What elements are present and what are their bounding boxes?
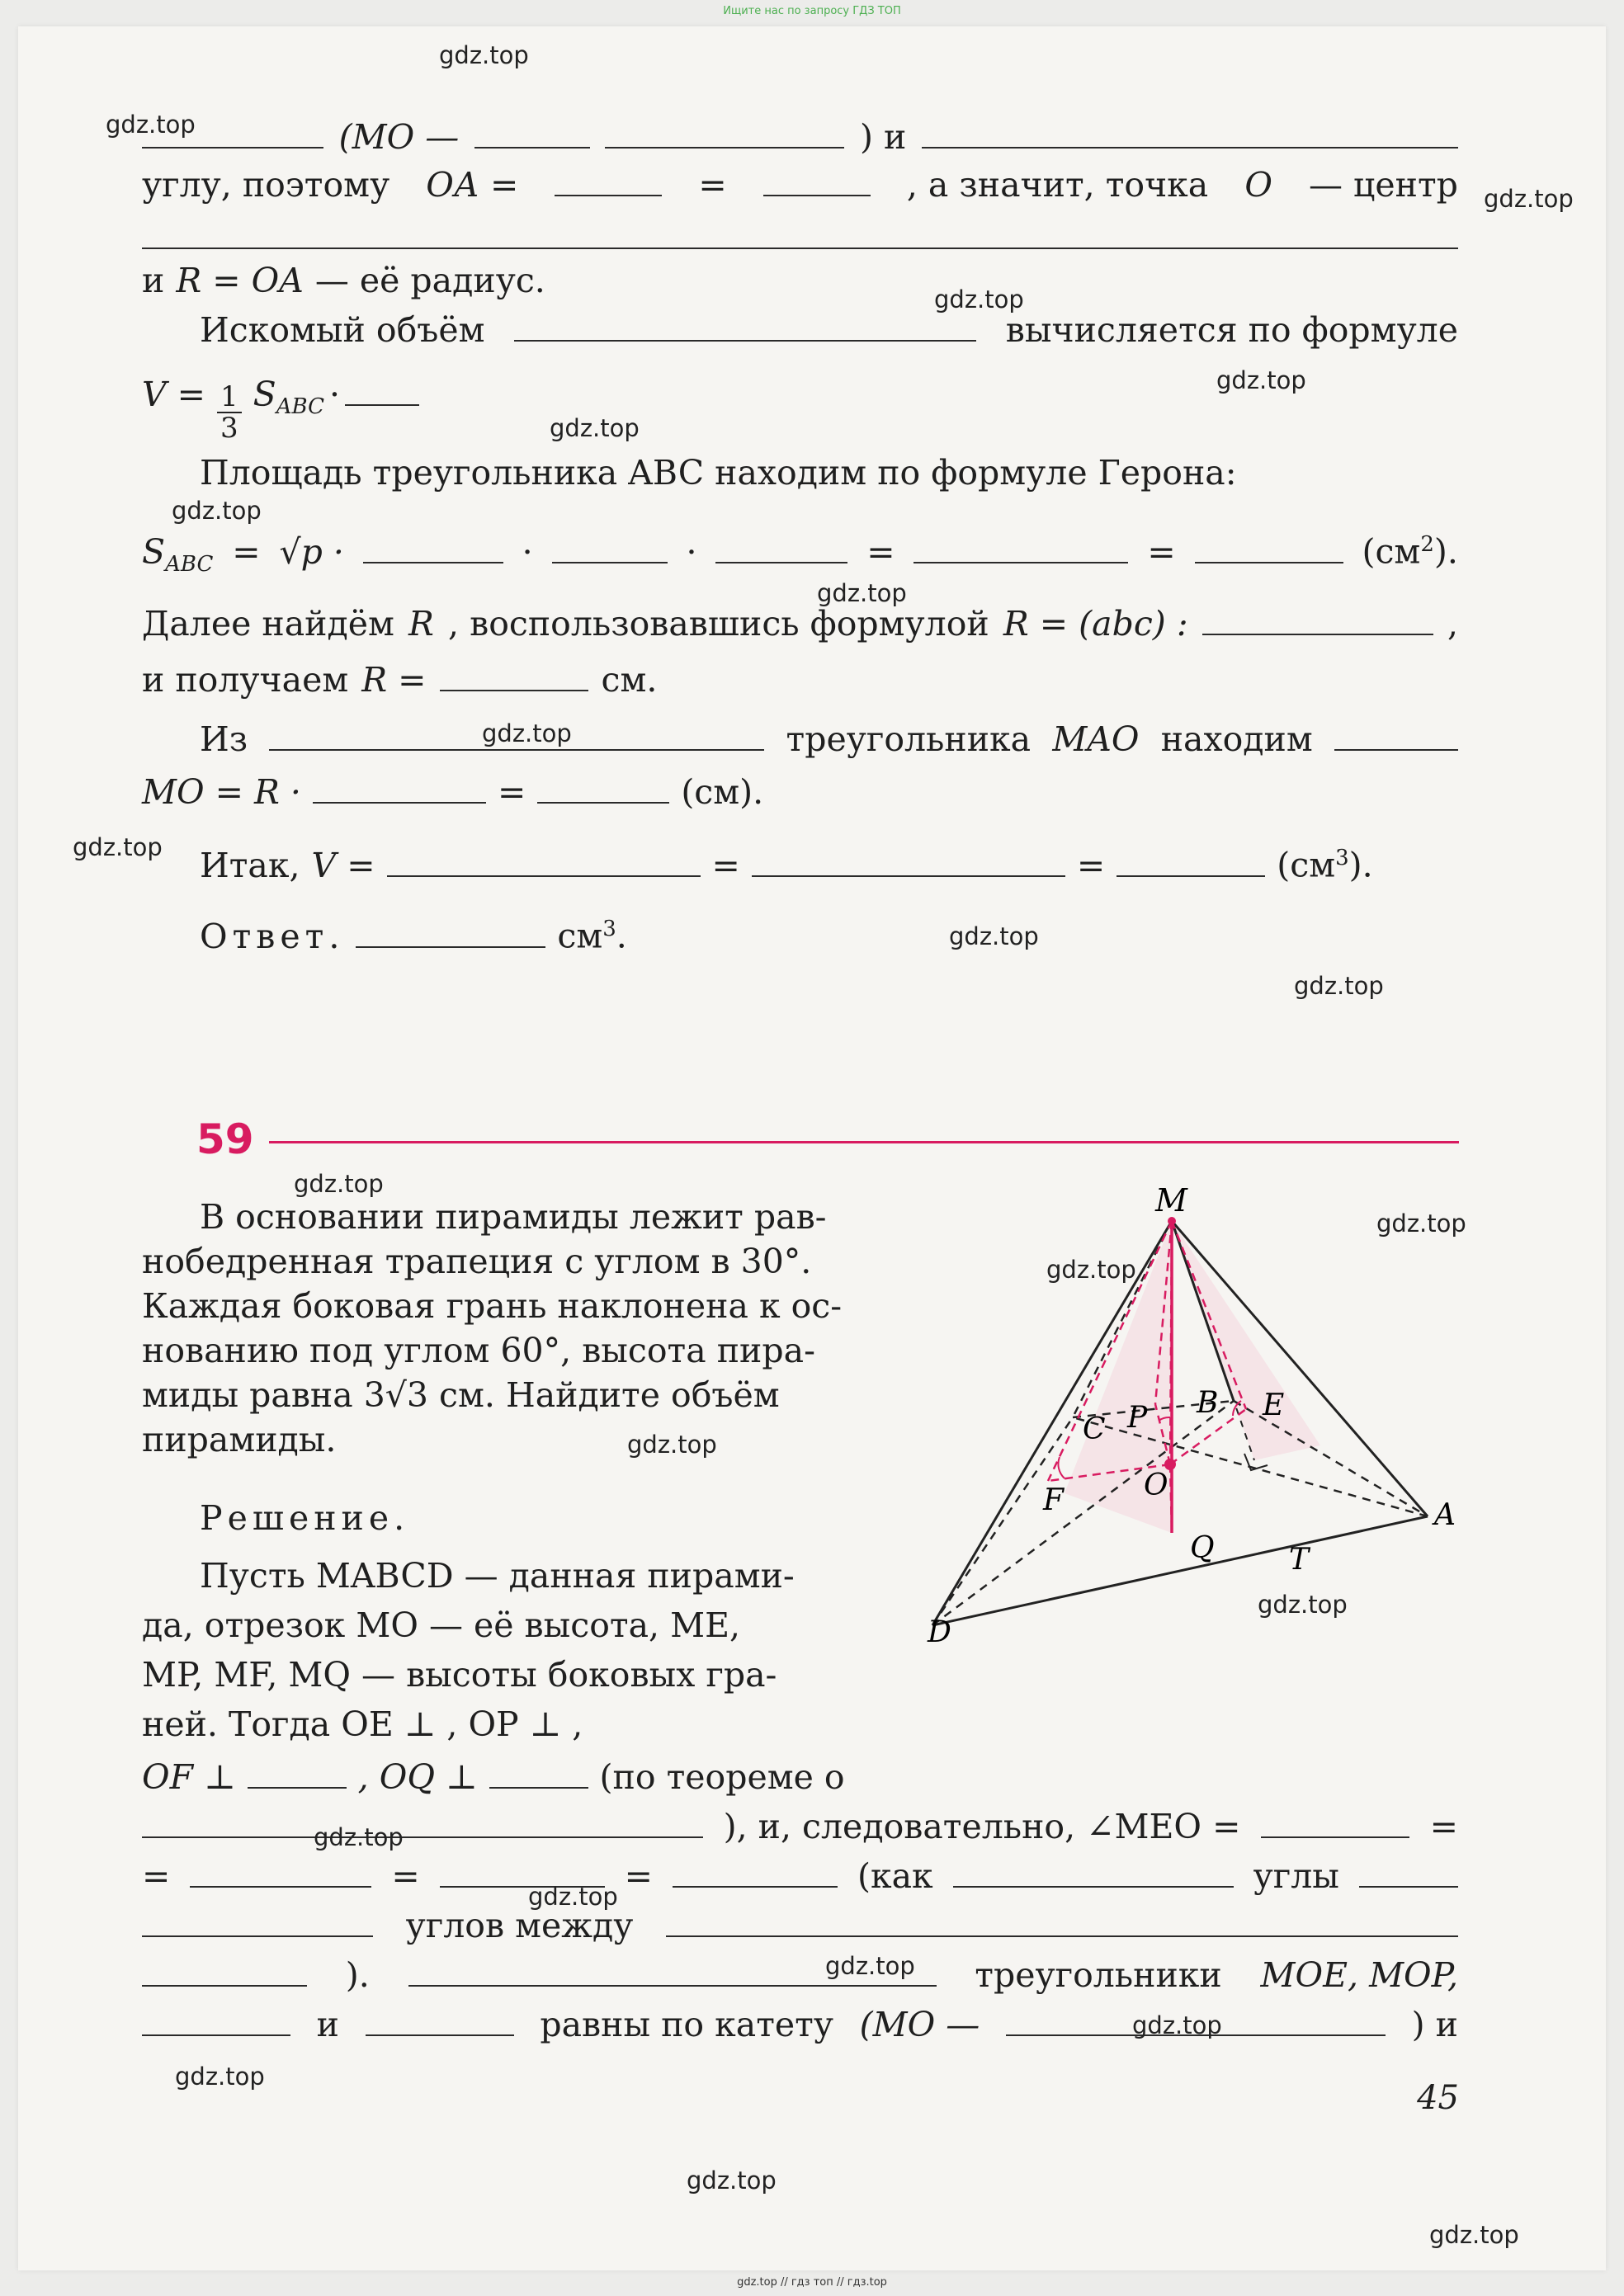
watermark: gdz.top	[627, 1431, 717, 1459]
text: , OQ ⊥	[357, 1757, 478, 1797]
watermark: gdz.top	[550, 414, 640, 442]
blank[interactable]	[440, 662, 588, 691]
text: и получаем	[142, 660, 349, 700]
watermark: gdz.top	[175, 2063, 265, 2091]
label-B: B	[1197, 1386, 1219, 1420]
text: треугольника	[786, 719, 1032, 759]
label-F: F	[1043, 1483, 1064, 1517]
text: =	[698, 165, 727, 205]
text: (MO —	[859, 2005, 980, 2044]
superscript: 3	[602, 917, 616, 941]
blank[interactable]	[763, 167, 871, 196]
fraction	[217, 382, 242, 443]
watermark: gdz.top	[1132, 2011, 1222, 2039]
watermark: gdz.top	[949, 922, 1039, 950]
text: MAO	[1052, 719, 1140, 759]
watermark: gdz.top	[1429, 2221, 1519, 2249]
watermark: gdz.top	[73, 833, 163, 861]
problem-statement	[142, 1195, 868, 1462]
page-number: 45	[1417, 2079, 1459, 2117]
problem-divider	[269, 1141, 1459, 1143]
text: ,	[1447, 604, 1458, 644]
label-O: O	[1144, 1469, 1168, 1502]
solution-text	[142, 1551, 868, 1749]
label-P: P	[1127, 1401, 1148, 1435]
text: и	[142, 261, 165, 300]
watermark: gdz.top	[1216, 366, 1306, 394]
answer-label: Ответ.	[200, 916, 345, 956]
edge-MA	[1172, 1221, 1428, 1516]
text: Искомый объём	[200, 310, 485, 350]
text: R =	[361, 660, 427, 700]
text: вычисляется по формуле	[1005, 310, 1458, 350]
solution-line: ней. Тогда OE ⊥ , OP ⊥ ,	[142, 1704, 583, 1744]
text: =	[391, 1856, 420, 1896]
numerator: 1	[217, 382, 242, 413]
sol58-line-9	[142, 657, 1458, 703]
blank[interactable]	[363, 534, 503, 563]
blank[interactable]	[248, 1759, 347, 1789]
sol58-line-4	[200, 307, 1458, 353]
text: углов между	[405, 1906, 634, 1945]
sol58-line-8	[142, 601, 1458, 647]
watermark: gdz.top	[817, 579, 907, 607]
top-banner: Ищите нас по запросу ГДЗ ТОП	[723, 5, 901, 17]
text: равны по катету	[540, 2005, 833, 2044]
text: Площадь треугольника ABC находим по формуле Герона:	[200, 453, 1237, 493]
watermark: gdz.top	[1294, 972, 1384, 1000]
text: =	[711, 845, 740, 885]
blank[interactable]	[555, 167, 662, 196]
blank[interactable]	[1116, 847, 1265, 877]
watermark: gdz.top	[314, 1823, 404, 1851]
watermark: gdz.top	[1258, 1591, 1348, 1619]
face-shade	[1172, 1221, 1320, 1460]
sol58-line-3	[142, 257, 1458, 304]
solution-line: MP, MF, MQ — высоты боковых гра-	[142, 1655, 777, 1695]
text: Из	[200, 719, 248, 759]
text: ·	[522, 531, 533, 572]
text: =	[624, 1856, 654, 1896]
statement-line: Каждая боковая грань наклонена к ос-	[142, 1286, 843, 1326]
text: =	[866, 531, 895, 572]
text: .	[616, 916, 627, 956]
blank[interactable]	[190, 1858, 371, 1888]
answer-blank[interactable]	[356, 918, 545, 948]
text: R	[408, 604, 434, 644]
text: ·	[329, 375, 341, 414]
sol59-line-7	[142, 1853, 1458, 1899]
text: =	[1147, 531, 1176, 572]
text: и	[316, 2005, 339, 2044]
text: углы	[1253, 1856, 1339, 1896]
blank[interactable]	[1359, 1858, 1458, 1888]
text: см.	[601, 660, 658, 700]
watermark: gdz.top	[294, 1170, 384, 1198]
text: , а значит, точка	[906, 165, 1209, 205]
solution-label: Решение.	[200, 1498, 410, 1538]
watermark: gdz.top	[934, 285, 1024, 314]
sol58-line-2	[142, 162, 1458, 208]
problem-number: 59	[196, 1115, 254, 1163]
angle-arc	[1058, 1457, 1065, 1478]
blank[interactable]	[715, 534, 847, 563]
sol59-line-8	[142, 1902, 1458, 1949]
blank[interactable]	[1195, 534, 1343, 563]
blank[interactable]	[953, 1858, 1234, 1888]
text: =	[497, 772, 526, 812]
watermark: gdz.top	[439, 41, 529, 69]
blank[interactable]	[605, 119, 844, 149]
rule-line	[142, 248, 1458, 249]
statement-line: пирамиды.	[142, 1420, 337, 1459]
watermark: gdz.top	[1484, 185, 1574, 213]
watermark: gdz.top	[1046, 1256, 1136, 1284]
blank[interactable]	[752, 847, 1065, 877]
text: R = (abc) :	[1003, 604, 1188, 644]
blank[interactable]	[922, 119, 1458, 149]
text: — центр	[1308, 165, 1458, 205]
blank[interactable]	[313, 774, 486, 804]
text: (по теореме о	[599, 1757, 845, 1797]
blank[interactable]	[666, 1907, 1458, 1937]
blank[interactable]	[514, 312, 976, 342]
blank[interactable]	[474, 119, 590, 149]
label-A: A	[1434, 1498, 1456, 1532]
apothem-ME	[1172, 1221, 1246, 1409]
sol58-line-1	[142, 114, 1458, 160]
text: MOE, MOP,	[1260, 1955, 1458, 1995]
text: ) и	[860, 117, 907, 157]
text: (как	[857, 1856, 933, 1896]
blank[interactable]	[1202, 606, 1433, 635]
blank[interactable]	[537, 774, 669, 804]
edge-DC	[932, 1417, 1073, 1625]
blank[interactable]	[673, 1858, 838, 1888]
blank[interactable]	[1261, 1808, 1409, 1838]
text: S	[253, 375, 276, 414]
text: (см).	[681, 772, 764, 812]
text: , воспользовавшись формулой	[448, 604, 989, 644]
sol58-line-6	[200, 450, 1458, 496]
pyramid-figure	[908, 1188, 1485, 1650]
blank[interactable]	[142, 1808, 703, 1838]
text: ), и, следовательно, ∠MEO =	[723, 1807, 1241, 1846]
text: см	[557, 916, 603, 956]
text: ).	[1433, 531, 1458, 572]
watermark: gdz.top	[172, 497, 262, 525]
text: Итак,	[200, 845, 300, 885]
denominator: 3	[220, 412, 238, 445]
sol59-line-5	[142, 1754, 868, 1800]
text	[1277, 835, 1372, 889]
text	[1362, 521, 1457, 575]
text: ).	[345, 1955, 370, 1995]
text: ·	[686, 531, 697, 572]
text: (см	[1362, 531, 1421, 572]
subscript: ABC	[165, 551, 214, 577]
label-M: M	[1155, 1188, 1187, 1219]
watermark: gdz.top	[528, 1883, 618, 1911]
subscript: ABC	[276, 394, 324, 420]
sol58-line-10	[200, 716, 1458, 762]
sol58-line-12	[200, 835, 1458, 889]
blank[interactable]	[142, 1957, 307, 1987]
bottom-banner: gdz.top // гдз топ // гдз.top	[737, 2276, 887, 2289]
text: углу, поэтому	[142, 165, 390, 205]
text: V =	[311, 845, 375, 885]
text: V =	[142, 375, 205, 414]
blank[interactable]	[142, 1907, 373, 1937]
text: OF ⊥	[142, 1757, 236, 1797]
watermark: gdz.top	[825, 1952, 915, 1980]
text: √p ·	[279, 531, 344, 572]
text: =	[1429, 1807, 1458, 1846]
text: =	[1076, 845, 1106, 885]
sol59-line-10	[142, 2001, 1458, 2048]
sol59-line-9	[142, 1952, 1458, 1998]
sol58-answer	[200, 906, 1458, 959]
watermark: gdz.top	[106, 111, 196, 139]
text: =	[232, 531, 261, 572]
label-E: E	[1263, 1388, 1285, 1422]
blank[interactable]	[345, 376, 419, 406]
blank[interactable]	[142, 2006, 290, 2036]
text: О	[1244, 165, 1272, 205]
text: находим	[1160, 719, 1313, 759]
text: ОА =	[426, 165, 519, 205]
superscript: 2	[1420, 532, 1434, 557]
label-T: T	[1289, 1543, 1310, 1577]
text: (МО —	[338, 117, 460, 157]
sol58-line-11	[142, 769, 1458, 815]
statement-line: нобедренная трапеция с углом в 30°.	[142, 1242, 812, 1281]
blank[interactable]	[552, 534, 668, 563]
text: (см	[1277, 845, 1336, 885]
text	[253, 371, 324, 430]
text: MO = R ·	[142, 772, 301, 812]
text: — её радиус.	[314, 261, 545, 300]
blank[interactable]	[489, 1759, 588, 1789]
text: Далее найдём	[142, 604, 394, 644]
statement-line: миды равна 3√3 см. Найдите объём	[142, 1375, 780, 1415]
label-C: C	[1083, 1412, 1106, 1446]
blank[interactable]	[366, 2006, 514, 2036]
superscript: 3	[1335, 846, 1349, 870]
text: треугольники	[975, 1955, 1222, 1995]
blank[interactable]	[1334, 721, 1458, 751]
text: R = OA	[176, 261, 304, 300]
watermark: gdz.top	[1376, 1209, 1466, 1238]
text: =	[142, 1856, 171, 1896]
statement-line: В основании пирамиды лежит рав-	[200, 1197, 827, 1237]
label-D: D	[928, 1615, 951, 1649]
watermark: gdz.top	[482, 719, 572, 747]
statement-line: нованию под углом 60°, высота пира-	[142, 1331, 815, 1370]
blank[interactable]	[387, 847, 701, 877]
sol58-line-7	[142, 521, 1458, 587]
solution-line: да, отрезок MO — её высота, ME,	[142, 1605, 741, 1645]
blank[interactable]	[914, 534, 1128, 563]
solution-line: Пусть MABCD — данная пирами-	[200, 1556, 795, 1596]
text: ) и	[1411, 2005, 1458, 2044]
text: S	[142, 531, 166, 572]
text	[142, 529, 213, 587]
watermark: gdz.top	[687, 2166, 777, 2195]
label-Q: Q	[1190, 1531, 1215, 1565]
text	[557, 906, 626, 959]
text: ).	[1348, 845, 1373, 885]
